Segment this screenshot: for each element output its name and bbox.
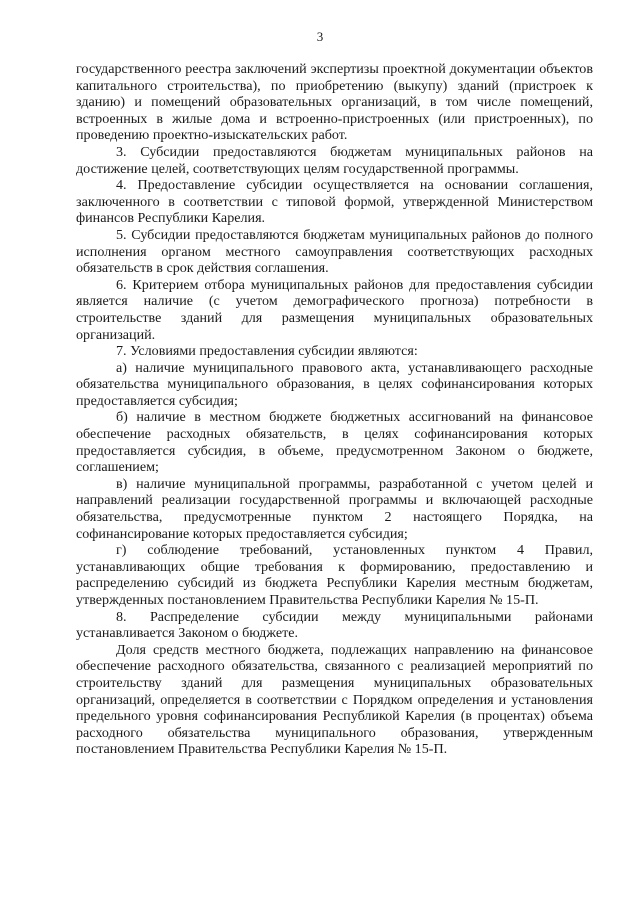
paragraph-subitem-a: а) наличие муниципального правового акта, устанавливающего расходные обязательства муниципального образования, в целях софинансирования которых предоставляется субсидия; [76,359,593,409]
paragraph-subitem-v: в) наличие муниципальной программы, разработанной с учетом целей и направлений реализации государственной программы и включающей расходные обязательства, предусмотренные пунктом 2 настоящего Порядка, на софинансирование которых предоставляется субсидия; [76,475,593,542]
page-number: 3 [316,29,324,44]
paragraph-item-7: 7. Условиями предоставления субсидии являются: [116,343,418,360]
paragraph-item-8: 8. Распределение субсидии между муниципальными районами устанавливается Законом о бюджете. [76,608,593,642]
document-body [76,61,593,758]
paragraph-subitem-b: б) наличие в местном бюджете бюджетных ассигнований на финансовое обеспечение расходных обязательств, в целях софинансирования которых предоставляется субсидия, в объеме, предусмотренном Законом о бюджете, соглашением; [76,409,593,476]
paragraph-item-5: 5. Субсидии предоставляются бюджетам муниципальных районов до полного исполнения органом местного самоуправления соответствующих расходных обязательств в срок действия соглашения. [76,226,593,277]
paragraph-item-4: 4. Предоставление субсидии осуществляется на основании соглашения, заключенного в соответствии с типовой формой, утвержденной Министерством финансов Республики Карелия. [76,177,593,227]
paragraph-share-of-local-budget: Доля средств местного бюджета, подлежащих направлению на финансовое обеспечение расходного обязательства, связанного с реализацией мероприятий по строительству зданий для размещения муниципальных образовательных организаций, определяется в соответствии с Порядком определения и установления предельного уровня софинансирования Республикой Карелия (в процентах) объема расходного обязательства муниципального образования, утвержденным постановлением Правительства Республики Карелия № 15-П. [76,641,593,758]
paragraph-item-3: 3. Субсидии предоставляются бюджетам муниципальных районов на достижение целей, соответствующих целям государственной программы. [76,143,593,177]
paragraph-continuation: государственного реестра заключений экспертизы проектной документации объектов капитального строительства), по приобретению (выкупу) зданий (пристроек к зданию) и помещений образовательных организаций, в том числе помещений, встроенных в жилые дома и встроенно-пристроенных (или пристроенных), по проведению проектно-изыскательских работ. [76,61,593,144]
paragraph-subitem-g: г) соблюдение требований, установленных пунктом 4 Правил, устанавливающих общие требования к формированию, предоставлению и распределению субсидий из бюджета Республики Карелия местным бюджетам, утвержденных постановлением Правительства Республики Карелия № 15-П. [76,542,593,608]
paragraph-item-6: 6. Критерием отбора муниципальных районов для предоставления субсидии является наличие (с учетом демографического прогноза) потребности в строительстве зданий для размещения муниципальных образовательных организаций. [76,276,593,343]
